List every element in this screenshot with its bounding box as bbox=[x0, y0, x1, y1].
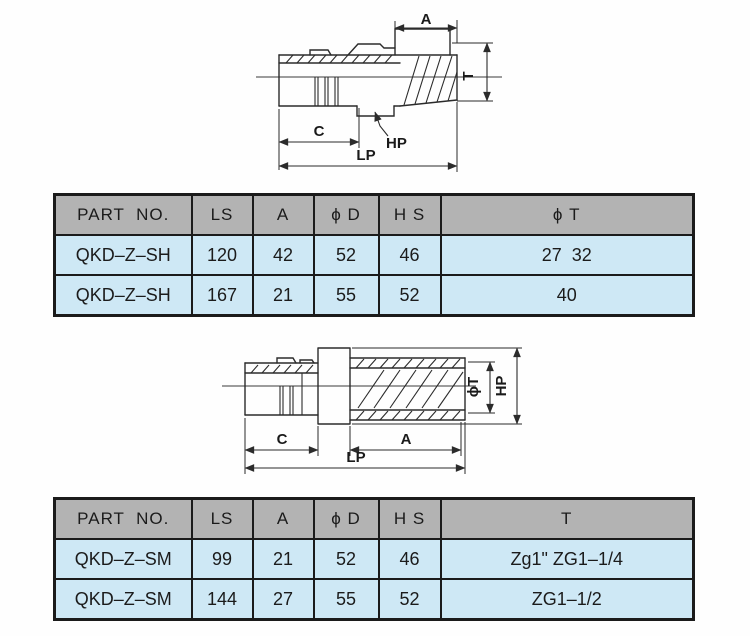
cell-part-no: QKD–Z–SH bbox=[55, 275, 192, 316]
dimension-c bbox=[279, 108, 359, 170]
cell-a: 21 bbox=[253, 539, 314, 579]
cell-phi-t: 40 bbox=[441, 275, 694, 316]
col-header-hs: H S bbox=[379, 499, 441, 540]
table-header-row bbox=[55, 499, 694, 540]
cell-part-no: QKD–Z–SM bbox=[55, 539, 192, 579]
cell-phi-d: 55 bbox=[314, 275, 379, 316]
col-header-ls: LS bbox=[192, 499, 253, 540]
table-header-row bbox=[55, 195, 694, 236]
fitting-body-outline bbox=[279, 29, 457, 116]
col-header-a: A bbox=[253, 195, 314, 236]
spec-table-qkd-z-sh bbox=[53, 193, 695, 317]
cell-hs: 52 bbox=[379, 579, 441, 620]
cell-a: 27 bbox=[253, 579, 314, 620]
dim-label-c: C bbox=[276, 431, 288, 448]
cell-hs: 46 bbox=[379, 235, 441, 275]
cell-phi-t: 27 32 bbox=[441, 235, 694, 275]
col-header-part-no: PART NO. bbox=[55, 499, 192, 540]
dimension-a bbox=[350, 422, 461, 456]
col-header-phi-d: ϕ D bbox=[314, 195, 379, 236]
col-header-hs: H S bbox=[379, 195, 441, 236]
spec-table-qkd-z-sm bbox=[53, 497, 695, 621]
dim-label-hp: HP bbox=[493, 375, 510, 397]
cell-phi-d: 52 bbox=[314, 235, 379, 275]
col-header-ls: LS bbox=[192, 195, 253, 236]
hose-barb-plug-drawing bbox=[218, 336, 530, 488]
cell-ls: 120 bbox=[192, 235, 253, 275]
dimension-t bbox=[452, 43, 493, 101]
cell-t: Zg1" ZG1–1/4 bbox=[441, 539, 694, 579]
cell-hs: 52 bbox=[379, 275, 441, 316]
col-header-a: A bbox=[253, 499, 314, 540]
cell-phi-d: 55 bbox=[314, 579, 379, 620]
cell-ls: 144 bbox=[192, 579, 253, 620]
cell-a: 42 bbox=[253, 235, 314, 275]
dimension-c bbox=[245, 418, 318, 474]
cell-part-no: QKD–Z–SH bbox=[55, 235, 192, 275]
callout-hp bbox=[375, 112, 407, 152]
col-header-part-no: PART NO. bbox=[55, 195, 192, 236]
col-header-phi-t: ϕ T bbox=[441, 195, 694, 236]
dim-label-lp: LP bbox=[346, 449, 366, 466]
cell-t: ZG1–1/2 bbox=[441, 579, 694, 620]
dim-label-c: C bbox=[313, 123, 325, 140]
dim-label-hp: HP bbox=[386, 135, 407, 152]
col-header-phi-d: ϕ D bbox=[314, 499, 379, 540]
cell-phi-d: 52 bbox=[314, 539, 379, 579]
dim-label-a: A bbox=[400, 431, 412, 448]
dim-label-a: A bbox=[420, 11, 432, 28]
cell-ls: 99 bbox=[192, 539, 253, 579]
cell-hs: 46 bbox=[379, 539, 441, 579]
dim-label-phi-t: ϕT bbox=[465, 376, 482, 398]
male-thread-plug-drawing bbox=[252, 6, 512, 178]
dimension-lp bbox=[279, 102, 457, 172]
dimension-phi-t bbox=[465, 362, 495, 413]
dim-label-t: T bbox=[460, 71, 477, 81]
dim-label-lp: LP bbox=[356, 147, 376, 164]
cell-part-no: QKD–Z–SM bbox=[55, 579, 192, 620]
cell-a: 21 bbox=[253, 275, 314, 316]
table-row bbox=[55, 235, 694, 275]
col-header-t: T bbox=[441, 499, 694, 540]
dimension-lp bbox=[245, 422, 465, 474]
cell-ls: 167 bbox=[192, 275, 253, 316]
table-row bbox=[55, 539, 694, 579]
table-row bbox=[55, 275, 694, 316]
table-row bbox=[55, 579, 694, 620]
dimension-a bbox=[395, 11, 457, 43]
